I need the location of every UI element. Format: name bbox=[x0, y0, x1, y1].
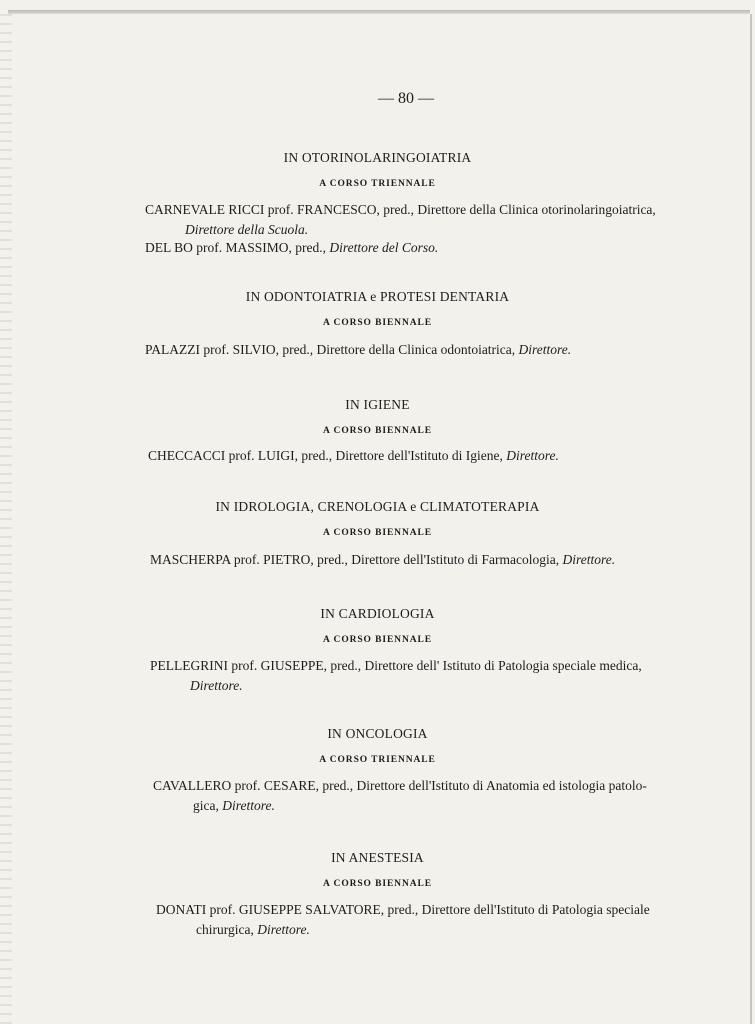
section-subtitle: A CORSO BIENNALE bbox=[323, 318, 432, 328]
entry-continuation-text: gica, bbox=[193, 798, 219, 813]
scan-top-edge bbox=[8, 10, 750, 14]
entry-continuation bbox=[156, 920, 731, 940]
entry-role: Direttore del Corso. bbox=[329, 240, 439, 255]
entry-del-bo bbox=[145, 238, 705, 258]
section-subtitle: A CORSO TRIENNALE bbox=[319, 179, 436, 189]
entry-role: Direttore. bbox=[562, 552, 616, 567]
entry-role: Direttore della Scuola. bbox=[185, 222, 309, 237]
entry-role: Direttore. bbox=[506, 448, 559, 463]
section-title-oncologia: IN ONCOLOGIA bbox=[327, 726, 428, 741]
section-subtitle: A CORSO BIENNALE bbox=[323, 528, 432, 538]
section-title-odontoiatria: IN ODONTOIATRIA e PROTESI DENTARIA bbox=[245, 289, 510, 304]
entry-palazzi bbox=[145, 340, 725, 360]
entry-continuation-text: chirurgica, bbox=[196, 922, 254, 937]
entry-role: Direttore. bbox=[190, 678, 243, 693]
entry-continuation bbox=[153, 796, 728, 816]
section-title-otorinolaringoiatria: IN OTORINOLARINGOIATRIA bbox=[283, 150, 472, 165]
entry-text: DEL BO prof. MASSIMO, pred., bbox=[145, 240, 326, 255]
section-subtitle: A CORSO TRIENNALE bbox=[319, 755, 436, 765]
entry-text: PELLEGRINI prof. GIUSEPPE, pred., Direttore dell' Istituto di Patologia speciale medica, bbox=[150, 658, 642, 673]
entry-mascherpa bbox=[150, 550, 730, 570]
section-title-anestesia: IN ANESTESIA bbox=[331, 850, 424, 865]
entry-role: Direttore. bbox=[257, 922, 310, 937]
entry-text: CAVALLERO prof. CESARE, pred., Direttore dell'Istituto di Anatomia ed istologia patolo- bbox=[153, 778, 647, 793]
section-subtitle: A CORSO BIENNALE bbox=[323, 426, 432, 436]
entry-cavallero bbox=[153, 776, 728, 816]
section-subtitle: A CORSO BIENNALE bbox=[323, 635, 432, 645]
entry-role: Direttore. bbox=[518, 342, 572, 357]
entry-text: PALAZZI prof. SILVIO, pred., Direttore della Clinica odontoiatrica, bbox=[145, 342, 516, 357]
page-number: — 80 — bbox=[378, 90, 434, 107]
entry-text: DONATI prof. GIUSEPPE SALVATORE, pred., Direttore dell'Istituto di Patologia speciale bbox=[156, 902, 650, 917]
section-subtitle: A CORSO BIENNALE bbox=[323, 879, 432, 889]
section-title-igiene: IN IGIENE bbox=[345, 397, 410, 412]
entry-donati bbox=[156, 900, 731, 940]
entry-checcacci bbox=[148, 446, 728, 466]
entry-text: CARNEVALE RICCI prof. FRANCESCO, pred., Direttore della Clinica otorinolaringoiatrica, bbox=[145, 202, 656, 217]
entry-role: Direttore. bbox=[222, 798, 275, 813]
entry-pellegrini bbox=[150, 656, 730, 696]
section-title-idrologia: IN IDROLOGIA, CRENOLOGIA e CLIMATOTERAPIA bbox=[215, 499, 540, 514]
entry-carnevale-ricci bbox=[145, 200, 720, 240]
section-title-cardiologia: IN CARDIOLOGIA bbox=[320, 606, 435, 621]
entry-text: MASCHERPA prof. PIETRO, pred., Direttore dell'Istituto di Farmacologia, bbox=[150, 552, 560, 567]
entry-text: CHECCACCI prof. LUIGI, pred., Direttore dell'Istituto di Igiene, bbox=[148, 448, 503, 463]
